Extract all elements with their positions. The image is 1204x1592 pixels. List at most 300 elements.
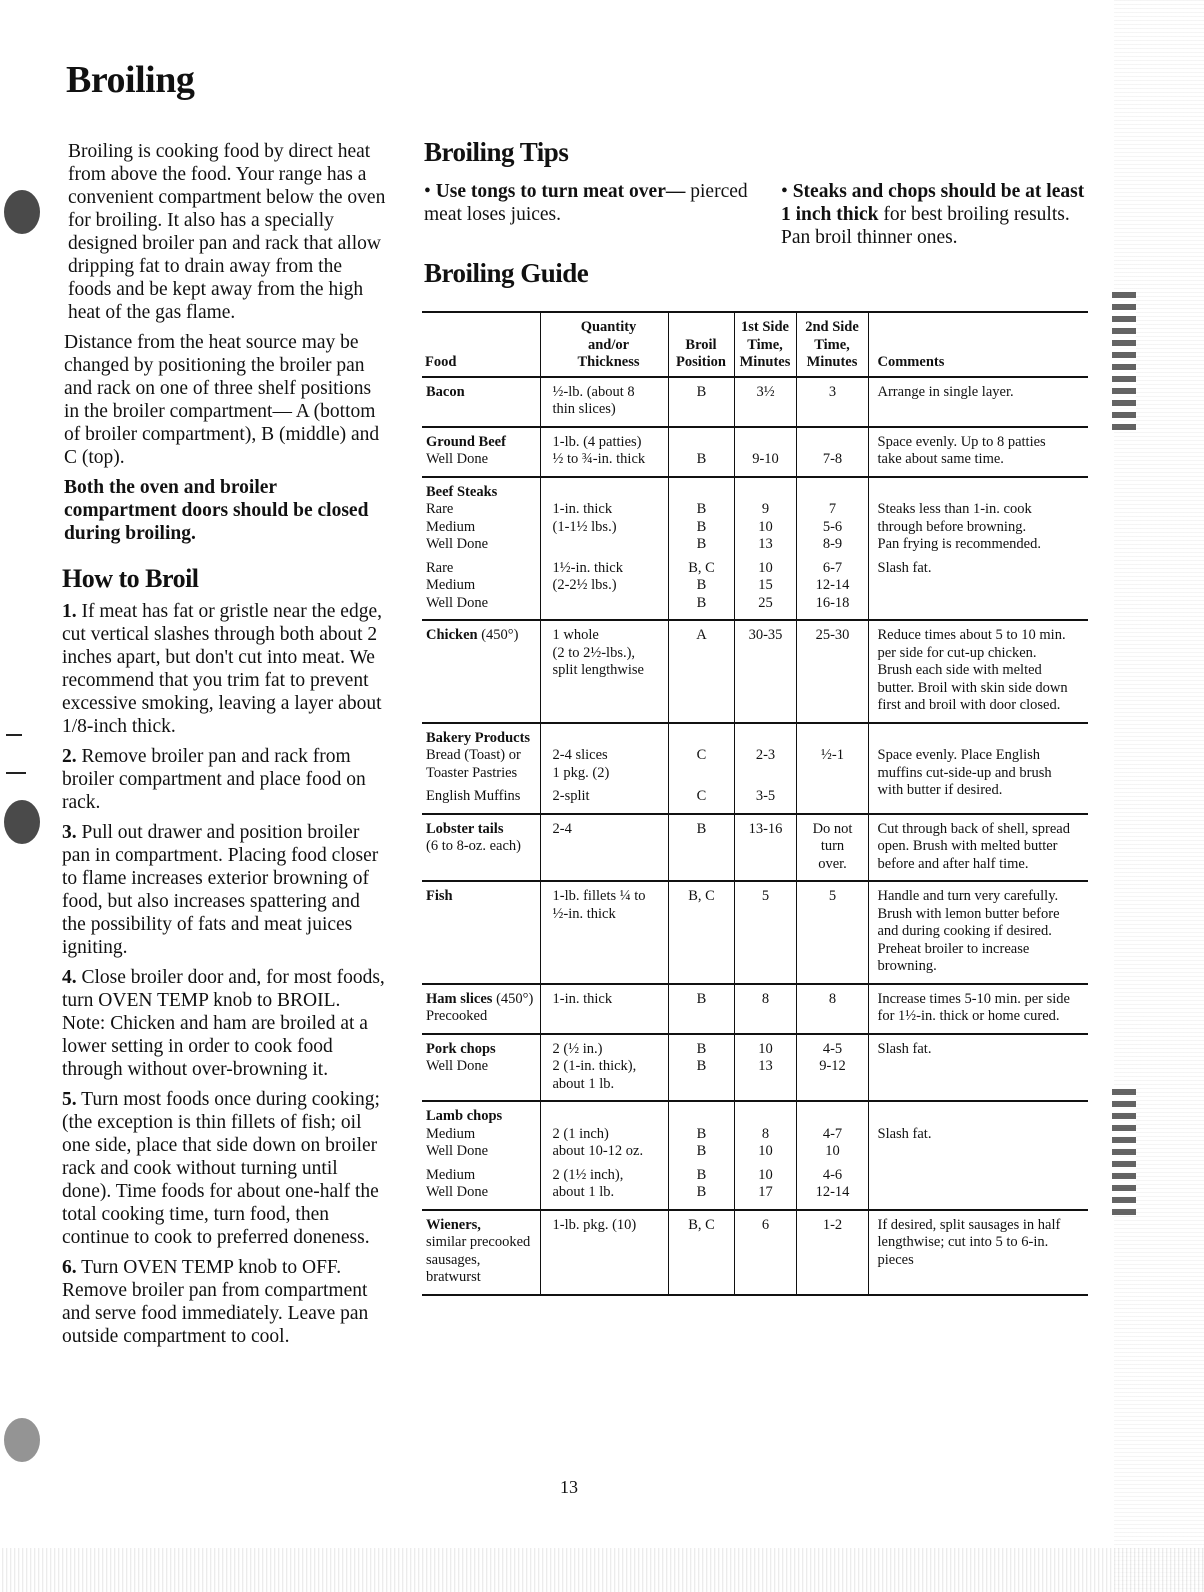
cell-line: B xyxy=(696,1166,707,1183)
cell-line: lengthwise; cut into 5 to 6-in. xyxy=(877,1234,1049,1250)
header-line: 1st Side xyxy=(741,319,789,335)
cell-first-side xyxy=(734,723,796,814)
binder-hole-mark xyxy=(4,190,40,234)
cell-line: 8 xyxy=(828,990,837,1007)
cell-line xyxy=(673,1108,731,1126)
cell-line xyxy=(673,484,731,502)
cell-bold-text: Wieners, xyxy=(426,1216,481,1233)
tip-thickness-text: for best broiling results. Pan broil thinner ones. xyxy=(781,204,1070,248)
cell-line: butter. Broil with skin side down xyxy=(877,679,1068,696)
cell-line: through before browning. xyxy=(877,518,1027,535)
cell-line xyxy=(739,730,793,748)
cell-line xyxy=(739,765,793,783)
step-number: 1. xyxy=(62,601,77,622)
cell-line: ½-in. thick xyxy=(552,905,616,922)
header-line: Minutes xyxy=(739,354,791,370)
cell-line xyxy=(739,434,793,452)
cell-position xyxy=(668,984,734,1034)
tip-tongs-bold: Use tongs to turn meat over— xyxy=(435,181,686,202)
header-quantity xyxy=(540,312,668,377)
cell-line: Cut through back of shell, spread xyxy=(877,820,1070,837)
header-food: Food xyxy=(422,312,540,377)
header-second-side xyxy=(796,312,868,377)
cell-line: Medium xyxy=(426,518,476,535)
cell-line: turn xyxy=(820,838,845,854)
cell-line: B xyxy=(696,536,707,552)
header-line: Thickness xyxy=(577,354,640,370)
step-text: Turn OVEN TEMP knob to OFF. Remove broiler pan from compartment and serve food immediately. Leave pan outside compartment to cool. xyxy=(62,1257,369,1347)
cell-food xyxy=(422,477,540,621)
cell-line: Well Done xyxy=(426,1143,489,1159)
cell-line: 9-10 xyxy=(752,451,779,467)
tip-tongs xyxy=(424,180,754,226)
step-text: Remove broiler pan and rack from broiler compartment and place food on rack. xyxy=(62,746,366,813)
cell-line: first and broil with door closed. xyxy=(877,697,1061,713)
cell-line: 8 xyxy=(761,990,770,1007)
cell-bold-text: Ground Beef xyxy=(426,433,506,450)
cell-line: 17 xyxy=(758,1184,773,1200)
table-row xyxy=(422,814,1088,882)
header-line: 2nd Side xyxy=(805,319,859,335)
step-text: Pull out drawer and position broiler pan in compartment. Placing food closer to flame increases exterior browning of food, but also increases spattering and the possibility of fats and meat juices igniting. xyxy=(62,822,379,958)
cell-line: ½-lb. (about 8 xyxy=(552,383,635,400)
step-number: 3. xyxy=(62,822,77,843)
cell-line: B, C xyxy=(688,888,715,904)
cell-line: 15 xyxy=(758,577,773,593)
cell-quantity xyxy=(540,881,668,984)
cell-line: 2 (½ in.) xyxy=(552,1040,603,1057)
cell-comments xyxy=(868,377,1088,427)
cell-position xyxy=(668,1210,734,1295)
edge-block-mark xyxy=(1112,1085,1136,1215)
cell-second-side xyxy=(796,881,868,984)
cell-line xyxy=(673,765,731,783)
cell-second-side xyxy=(796,427,868,477)
cell-food xyxy=(422,377,540,427)
cell-line: Slash fat. xyxy=(877,1040,932,1057)
cell-line xyxy=(426,888,537,906)
page-number: 13 xyxy=(560,1477,578,1497)
how-to-step xyxy=(62,1088,388,1249)
cell-quantity xyxy=(540,1210,668,1295)
tip-thickness-bold: Steaks and chops should be at least 1 inch thick xyxy=(781,181,1085,225)
cell-line: Well Done xyxy=(426,594,489,611)
cell-position xyxy=(668,620,734,723)
cell-line: 5 xyxy=(761,888,770,904)
cell-line: B xyxy=(696,1040,707,1057)
cell-line: 10 xyxy=(758,559,773,576)
cell-line xyxy=(426,627,537,645)
cell-line: 5 xyxy=(828,888,837,904)
cell-line: about 1 lb. xyxy=(552,1075,615,1092)
cell-line: B xyxy=(696,383,707,400)
cell-bold-text: Bakery Products xyxy=(426,729,531,746)
cell-quantity xyxy=(540,814,668,882)
how-to-step xyxy=(62,745,388,814)
cell-suffix: (450°) xyxy=(477,627,519,643)
cell-line: 13-16 xyxy=(748,820,783,837)
tip-thickness xyxy=(781,180,1091,249)
cell-line: about 1 lb. xyxy=(552,1184,615,1200)
cell-line: Handle and turn very carefully. xyxy=(877,888,1059,904)
cell-quantity xyxy=(540,427,668,477)
step-number: 4. xyxy=(62,967,77,988)
how-to-broil-steps xyxy=(58,600,388,1348)
cell-line: Medium xyxy=(426,1125,476,1142)
step-text: Turn most foods once during cooking; (the exception is thin fillets of fish; oil one side, place that side down on broiler rack and cook without turning until done). Time foods for about one-half the total cooking time, turn food, then continue to cook to preferred doneness. xyxy=(62,1089,380,1248)
cell-line: 6-7 xyxy=(822,559,843,576)
cell-line: (2 to 2½-lbs.), xyxy=(552,644,636,661)
cell-line xyxy=(878,484,1086,502)
cell-line: 5-6 xyxy=(822,518,843,535)
header-line: Quantity xyxy=(580,319,637,335)
cell-line: 1-2 xyxy=(822,1216,843,1233)
how-to-broil-heading: How to Broil xyxy=(62,564,199,593)
cell-line xyxy=(878,730,1086,748)
cell-position xyxy=(668,427,734,477)
cell-comments xyxy=(868,477,1088,621)
bullet-icon: • xyxy=(424,181,431,202)
cell-line: 30-35 xyxy=(748,627,783,643)
cell-line: 2 (1 inch) xyxy=(552,1125,609,1142)
cell-line: 2-split xyxy=(552,788,590,804)
intro-paragraph: Distance from the heat source may be changed by positioning the broiler pan and rack on one of three shelf positions in the broiler compartment— A (bottom of broiler compartment), B (middle) and C (top). xyxy=(64,332,380,468)
cell-line: Toaster Pastries xyxy=(426,764,518,781)
cell-line: 13 xyxy=(758,536,773,552)
cell-line: 3 xyxy=(828,383,837,400)
intro-paragraph: Broiling is cooking food by direct heat from above the food. Your range has a convenient compartment below the oven for broiling. It also has a specially designed broiler pan and rack that allow dripping fat to drain away from the foods and be kept away from the high heat of the gas flame. xyxy=(68,141,386,323)
intro-column xyxy=(58,140,388,1355)
cell-comments xyxy=(868,881,1088,984)
cell-position xyxy=(668,1101,734,1210)
cell-line xyxy=(801,1108,865,1126)
cell-second-side xyxy=(796,377,868,427)
cell-line: thin slices) xyxy=(552,401,616,417)
cell-line: Space evenly. Place English xyxy=(877,747,1041,763)
cell-second-side xyxy=(796,1034,868,1102)
cell-second-side xyxy=(796,723,868,814)
cell-line: Steaks less than 1-in. cook xyxy=(877,501,1032,517)
cell-line xyxy=(801,434,865,452)
cell-line: If desired, split sausages in half xyxy=(877,1216,1061,1233)
cell-first-side xyxy=(734,881,796,984)
cell-line: C xyxy=(696,747,707,763)
cell-line: (1-1½ lbs.) xyxy=(552,518,617,535)
cell-line: 1-in. thick xyxy=(552,990,613,1007)
cell-line: Do not xyxy=(812,820,853,837)
edge-tick-mark xyxy=(6,772,26,774)
cell-first-side xyxy=(734,1210,796,1295)
cell-line: B xyxy=(696,1125,707,1142)
cell-line: 4-7 xyxy=(822,1125,843,1142)
cell-food xyxy=(422,723,540,814)
table-row xyxy=(422,1101,1088,1210)
cell-line: 9 xyxy=(761,501,770,517)
cell-line: 10 xyxy=(758,1143,773,1159)
header-position xyxy=(668,312,734,377)
cell-line: 13 xyxy=(758,1058,773,1074)
cell-position xyxy=(668,477,734,621)
cell-line: 7-8 xyxy=(822,451,843,467)
cell-line: 3-5 xyxy=(755,788,776,804)
table-row xyxy=(422,881,1088,984)
scan-edge-noise xyxy=(1114,0,1204,1592)
cell-line: B xyxy=(696,518,707,535)
cell-line: Increase times 5-10 min. per side xyxy=(877,990,1070,1007)
cell-line: 25 xyxy=(758,594,773,611)
cell-line: B, C xyxy=(688,559,715,576)
cell-line xyxy=(673,434,731,452)
cell-line xyxy=(739,484,793,502)
cell-bold-text: Beef Steaks xyxy=(426,483,498,500)
cell-food xyxy=(422,427,540,477)
cell-line: split lengthwise xyxy=(552,662,644,678)
cell-line: per side for cut-up chicken. xyxy=(877,644,1037,661)
cell-line: Bread (Toast) or xyxy=(426,747,521,763)
cell-line: A xyxy=(696,627,707,643)
broiling-guide-heading: Broiling Guide xyxy=(424,258,589,288)
cell-line: 2 (1-in. thick), xyxy=(552,1058,637,1074)
cell-line xyxy=(878,1108,1086,1126)
cell-food xyxy=(422,814,540,882)
cell-first-side xyxy=(734,984,796,1034)
cell-line: 6 xyxy=(761,1216,770,1233)
cell-line: B xyxy=(696,501,707,517)
cell-line: open. Brush with melted butter xyxy=(877,838,1058,854)
doors-closed-note: Both the oven and broiler compartment doors should be closed during broiling. xyxy=(64,477,369,544)
cell-line xyxy=(426,1108,537,1126)
cell-food xyxy=(422,881,540,984)
cell-line: Well Done xyxy=(426,451,489,467)
step-number: 2. xyxy=(62,746,77,767)
tip-tongs-text: pierced meat loses juices. xyxy=(424,181,748,225)
cell-position xyxy=(668,723,734,814)
cell-line: Rare xyxy=(426,501,454,517)
cell-line: similar precooked xyxy=(426,1234,531,1250)
cell-line: Slash fat. xyxy=(877,1125,932,1142)
cell-first-side xyxy=(734,814,796,882)
cell-line: 9-12 xyxy=(819,1058,846,1074)
cell-line: 10 xyxy=(758,1166,773,1183)
edge-tick-mark xyxy=(6,734,22,736)
step-text: Close broiler door and, for most foods, turn OVEN TEMP knob to BROIL. Note: Chicken and ham are broiled at a lower setting in order to cook food through without over-browning it. xyxy=(62,967,385,1080)
cell-line xyxy=(553,536,665,554)
cell-line xyxy=(426,1217,537,1235)
table-row xyxy=(422,477,1088,621)
cell-line: Precooked xyxy=(426,1008,488,1024)
cell-line: 2-4 slices xyxy=(552,747,608,763)
cell-line: 4-5 xyxy=(822,1040,843,1057)
cell-line: B xyxy=(696,820,707,837)
cell-bold-text: Ham slices xyxy=(426,990,493,1007)
cell-line: Reduce times about 5 to 10 min. xyxy=(877,627,1066,643)
cell-position xyxy=(668,1034,734,1102)
cell-quantity xyxy=(540,620,668,723)
cell-line: 8 xyxy=(761,1125,770,1142)
cell-food xyxy=(422,984,540,1034)
cell-line: 2-4 xyxy=(552,820,572,837)
cell-line xyxy=(553,1108,665,1126)
cell-line xyxy=(426,821,537,839)
header-line: Position xyxy=(676,354,726,370)
cell-quantity xyxy=(540,1034,668,1102)
cell-line: B xyxy=(696,1143,707,1159)
edge-block-mark xyxy=(1112,290,1136,430)
cell-line: take about same time. xyxy=(877,451,1004,467)
table-row xyxy=(422,1210,1088,1295)
step-text: If meat has fat or gristle near the edge, cut vertical slashes through both about 2 inches apart, but don't cut into meat. We recommend that you trim fat to prevent excessive smoking, leaving a layer about 1/8-inch thick. xyxy=(62,601,382,737)
cell-line: 1-in. thick xyxy=(552,501,613,517)
cell-line: sausages, xyxy=(426,1251,481,1268)
cell-line: Space evenly. Up to 8 patties xyxy=(877,433,1046,450)
cell-line: Rare xyxy=(426,559,454,576)
cell-line xyxy=(426,384,537,402)
cell-line xyxy=(553,484,665,502)
cell-line xyxy=(426,730,537,748)
cell-line: 10 xyxy=(758,1040,773,1057)
header-line: Minutes xyxy=(806,354,858,370)
cell-line: 10 xyxy=(758,518,773,535)
cell-line xyxy=(426,1041,537,1059)
cell-first-side xyxy=(734,1101,796,1210)
cell-position xyxy=(668,881,734,984)
cell-line: 2-3 xyxy=(755,747,776,763)
cell-bold-text: Bacon xyxy=(426,383,465,400)
cell-line: Well Done xyxy=(426,1184,489,1200)
step-number: 6. xyxy=(62,1257,77,1278)
header-first-side xyxy=(734,312,796,377)
cell-line: 1 pkg. (2) xyxy=(552,764,610,781)
cell-line: 1-lb. fillets ¼ to xyxy=(552,888,646,904)
cell-line: Medium xyxy=(426,1166,476,1183)
cell-comments xyxy=(868,1034,1088,1102)
cell-position xyxy=(668,377,734,427)
cell-first-side xyxy=(734,620,796,723)
cell-line: about 10-12 oz. xyxy=(552,1143,644,1159)
how-to-step xyxy=(62,600,388,738)
table-header-row xyxy=(422,312,1088,377)
cell-line: pieces xyxy=(877,1251,914,1268)
cell-line xyxy=(801,730,865,748)
header-line: Time, xyxy=(814,336,850,353)
cell-suffix: (450°) xyxy=(492,990,534,1007)
cell-line: muffins cut-side-up and brush xyxy=(877,764,1052,781)
cell-line: Well Done xyxy=(426,1058,489,1074)
cell-first-side xyxy=(734,1034,796,1102)
cell-line: Pan frying is recommended. xyxy=(877,536,1041,552)
cell-bold-text: Lamb chops xyxy=(426,1108,503,1124)
cell-line: 8-9 xyxy=(822,536,843,552)
cell-second-side xyxy=(796,620,868,723)
cell-line: 1½-in. thick xyxy=(552,559,623,576)
cell-quantity xyxy=(540,723,668,814)
cell-line: B xyxy=(696,990,707,1007)
cell-line: Preheat broiler to increase xyxy=(877,940,1030,957)
cell-line: before and after half time. xyxy=(877,855,1029,872)
cell-line xyxy=(426,434,537,452)
cell-second-side xyxy=(796,477,868,621)
cell-line: C xyxy=(696,788,707,804)
cell-bold-text: Pork chops xyxy=(426,1040,496,1057)
cell-comments xyxy=(868,814,1088,882)
cell-food xyxy=(422,1101,540,1210)
cell-line: and during cooking if desired. xyxy=(877,923,1052,939)
cell-bold-text: Chicken xyxy=(426,627,478,643)
table-row xyxy=(422,723,1088,814)
cell-line: Slash fat. xyxy=(877,559,932,576)
cell-line: English Muffins xyxy=(426,788,521,804)
cell-bold-text: Lobster tails xyxy=(426,820,504,837)
cell-line: 1-lb. (4 patties) xyxy=(552,433,642,450)
cell-line: (6 to 8-oz. each) xyxy=(426,838,522,854)
cell-line: ½ to ¾-in. thick xyxy=(552,451,646,467)
header-line: and/or xyxy=(587,336,630,353)
cell-line: 2 (1½ inch), xyxy=(552,1166,624,1183)
page-title: Broiling xyxy=(66,59,195,101)
cell-first-side xyxy=(734,477,796,621)
cell-line: Brush with lemon butter before xyxy=(877,905,1060,922)
cell-line: bratwurst xyxy=(426,1269,481,1285)
cell-food xyxy=(422,620,540,723)
cell-line: 25-30 xyxy=(815,627,850,643)
table-row xyxy=(422,1034,1088,1102)
cell-line: B xyxy=(696,1184,707,1200)
cell-line: for 1½-in. thick or home cured. xyxy=(877,1008,1060,1024)
cell-line: Arrange in single layer. xyxy=(877,383,1014,400)
cell-line: B xyxy=(696,577,707,593)
cell-first-side xyxy=(734,377,796,427)
cell-bold-text: Fish xyxy=(426,888,453,904)
cell-line: 4-6 xyxy=(822,1166,843,1183)
cell-second-side xyxy=(796,1101,868,1210)
header-line: Broil xyxy=(685,336,717,353)
cell-quantity xyxy=(540,984,668,1034)
cell-line: ½-1 xyxy=(821,747,844,763)
broiling-tips-heading: Broiling Tips xyxy=(424,137,569,167)
cell-line xyxy=(553,730,665,748)
cell-line: B xyxy=(696,451,707,467)
broiling-guide-table xyxy=(422,311,1088,1296)
cell-quantity xyxy=(540,477,668,621)
table-body xyxy=(422,377,1088,1295)
how-to-step xyxy=(62,966,388,1081)
cell-line xyxy=(426,991,537,1009)
step-number: 5. xyxy=(62,1089,77,1110)
cell-line: Brush each side with melted xyxy=(877,662,1042,678)
cell-line: 12-14 xyxy=(815,577,850,593)
cell-line: B, C xyxy=(688,1216,715,1233)
cell-comments xyxy=(868,427,1088,477)
table-row xyxy=(422,984,1088,1034)
cell-line: 3½ xyxy=(756,383,775,400)
cell-comments xyxy=(868,984,1088,1034)
header-comments: Comments xyxy=(868,312,1088,377)
cell-line xyxy=(739,1108,793,1126)
cell-food xyxy=(422,1210,540,1295)
binder-hole-mark xyxy=(4,1418,40,1462)
cell-comments xyxy=(868,723,1088,814)
cell-line: B xyxy=(696,594,707,611)
cell-comments xyxy=(868,620,1088,723)
table-row xyxy=(422,427,1088,477)
cell-line xyxy=(673,730,731,748)
cell-line: 1-lb. pkg. (10) xyxy=(552,1216,637,1233)
cell-line: 1 whole xyxy=(552,627,599,643)
cell-line: Well Done xyxy=(426,536,489,552)
cell-second-side xyxy=(796,984,868,1034)
cell-position xyxy=(668,814,734,882)
how-to-step xyxy=(62,821,388,959)
